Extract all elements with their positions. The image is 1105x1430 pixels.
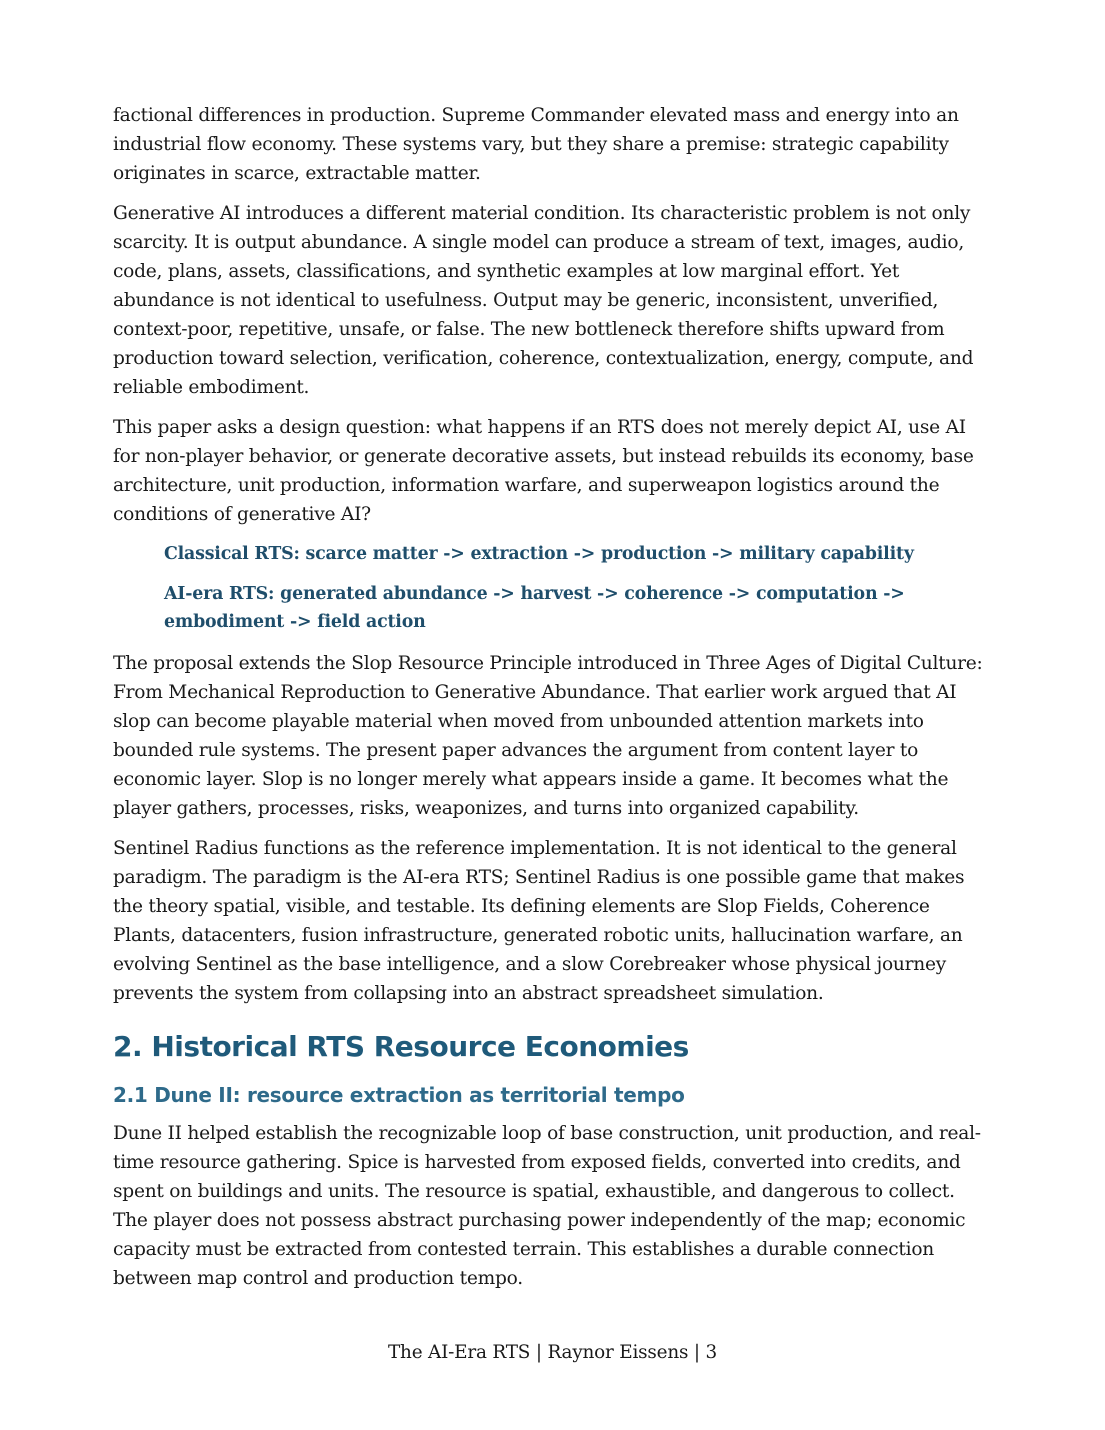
section-heading: 2. Historical RTS Resource Economies [113, 1030, 689, 1063]
paragraph-design-question: This paper asks a design question: what happens if an RTS does not merely depict AI, use AI for non-player behavior, or generate decorative assets, but instead rebuilds its economy, base architecture, unit production, information warfare, and superweapon logistics around the conditions of generative AI? [113, 417, 974, 525]
paragraph-generative-abundance: Generative AI introduces a different material condition. Its characteristic problem is not only scarcity. It is output abundance. A single model can produce a stream of text, images, audio, code, plans, assets, classifications, and synthetic examples at low marginal effort. Yet abundance is not identical to usefulness. Output may be generic, inconsistent, unverified, context-poor, repetitive, unsafe, or false. The new bottleneck therefore shifts upward from production toward selection, verification, coherence, contextualization, energy, compute, and reliable embodiment. [113, 203, 974, 398]
flow-ai-era-rts: AI-era RTS: generated abundance -> harvest -> coherence -> computation -> embodiment -> field action [164, 584, 905, 632]
paragraph-resource-premise: factional differences in production. Supreme Commander elevated mass and energy into an industrial flow economy. These systems vary, but they share a premise: strategic capability originates in scarce, extractable matter. [113, 105, 959, 184]
page-footer: The AI-Era RTS | Raynor Eissens | 3 [387, 1342, 717, 1363]
flow-classical-rts: Classical RTS: scarce matter -> extraction -> production -> military capability [164, 544, 914, 564]
paragraph-slop-resource-principle: The proposal extends the Slop Resource Principle introduced in Three Ages of Digital Culture: From Mechanical Reproduction to Generative Abundance. That earlier work argued that AI slop can become playable material when moved from unbounded attention markets into bounded rule systems. The present paper advances the argument from content layer to economic layer. Slop is no longer merely what appears inside a game. It becomes what the player gathers, processes, risks, weaponizes, and turns into organized capability. [113, 653, 983, 819]
paragraph-sentinel-radius: Sentinel Radius functions as the reference implementation. It is not identical to the general paradigm. The paradigm is the AI-era RTS; Sentinel Radius is one possible game that makes the theory spatial, visible, and testable. Its defining elements are Slop Fields, Coherence Plants, datacenters, fusion infrastructure, generated robotic units, hallucination warfare, an evolving Sentinel as the base intelligence, and a slow Corebreaker whose physical journey prevents the system from collapsing into an abstract spreadsheet simulation. [113, 838, 965, 1004]
subsection-heading: 2.1 Dune II: resource extraction as territorial tempo [113, 1083, 685, 1107]
page-body [113, 101, 993, 1304]
paragraph-dune-ii: Dune II helped establish the recognizable loop of base construction, unit production, and real-time resource gathering. Spice is harvested from exposed fields, converted into credits, and spent on buildings and units. The resource is spatial, exhaustible, and dangerous to collect. The player does not possess abstract purchasing power independently of the map; economic capacity must be extracted from contested terrain. This establishes a durable connection between map control and production tempo. [113, 1123, 981, 1289]
